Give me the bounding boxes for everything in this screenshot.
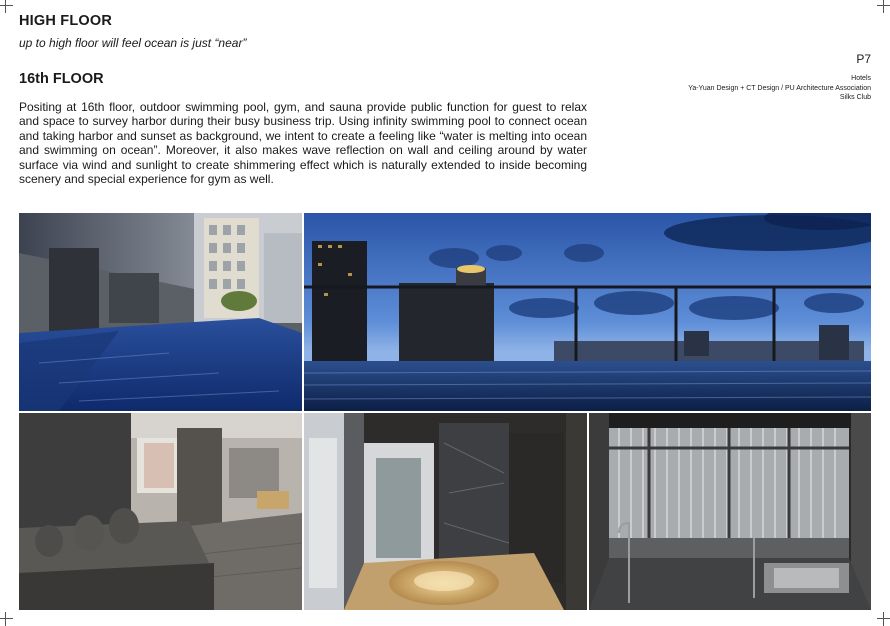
section-title: 16th FLOOR xyxy=(19,71,104,87)
photo-infinity-pool xyxy=(304,213,871,411)
page-title: HIGH FLOOR xyxy=(19,13,113,29)
section-body: Positing at 16th floor, outdoor swimming pool, gym, and sauna provide public function for guest to relax and space to survey harbor during their busy business trip. Using infinity swimming pool to connect ocean and taking harbor and sunset as background, we intent to create a feeling like “water is melting into ocean and swimming on ocean”. Moreover, it also makes wave reflection on wall and ceiling around by water surface via wind and sunlight to create shimmering effect which is naturally extended to inside becoming scenery and special experience for gym as well. xyxy=(19,100,587,187)
photo-lounge xyxy=(19,413,302,610)
crop-mark-top-left xyxy=(0,0,13,13)
page-subtitle: up to high floor will feel ocean is just “near” xyxy=(19,36,247,50)
photo-spa-basin xyxy=(304,413,587,610)
meta-category: Hotels xyxy=(851,75,871,82)
page-number: P7 xyxy=(856,52,871,66)
crop-mark-bottom-left xyxy=(0,612,13,626)
project-meta xyxy=(688,74,871,103)
crop-mark-top-right xyxy=(877,0,890,13)
meta-project: Silks Club xyxy=(839,94,871,101)
crop-mark-bottom-right xyxy=(877,612,890,626)
photo-sauna xyxy=(589,413,871,610)
meta-designers: Ya-Yuan Design + CT Design / PU Architecture Association xyxy=(688,84,871,92)
photo-indoor-pool xyxy=(19,213,302,411)
